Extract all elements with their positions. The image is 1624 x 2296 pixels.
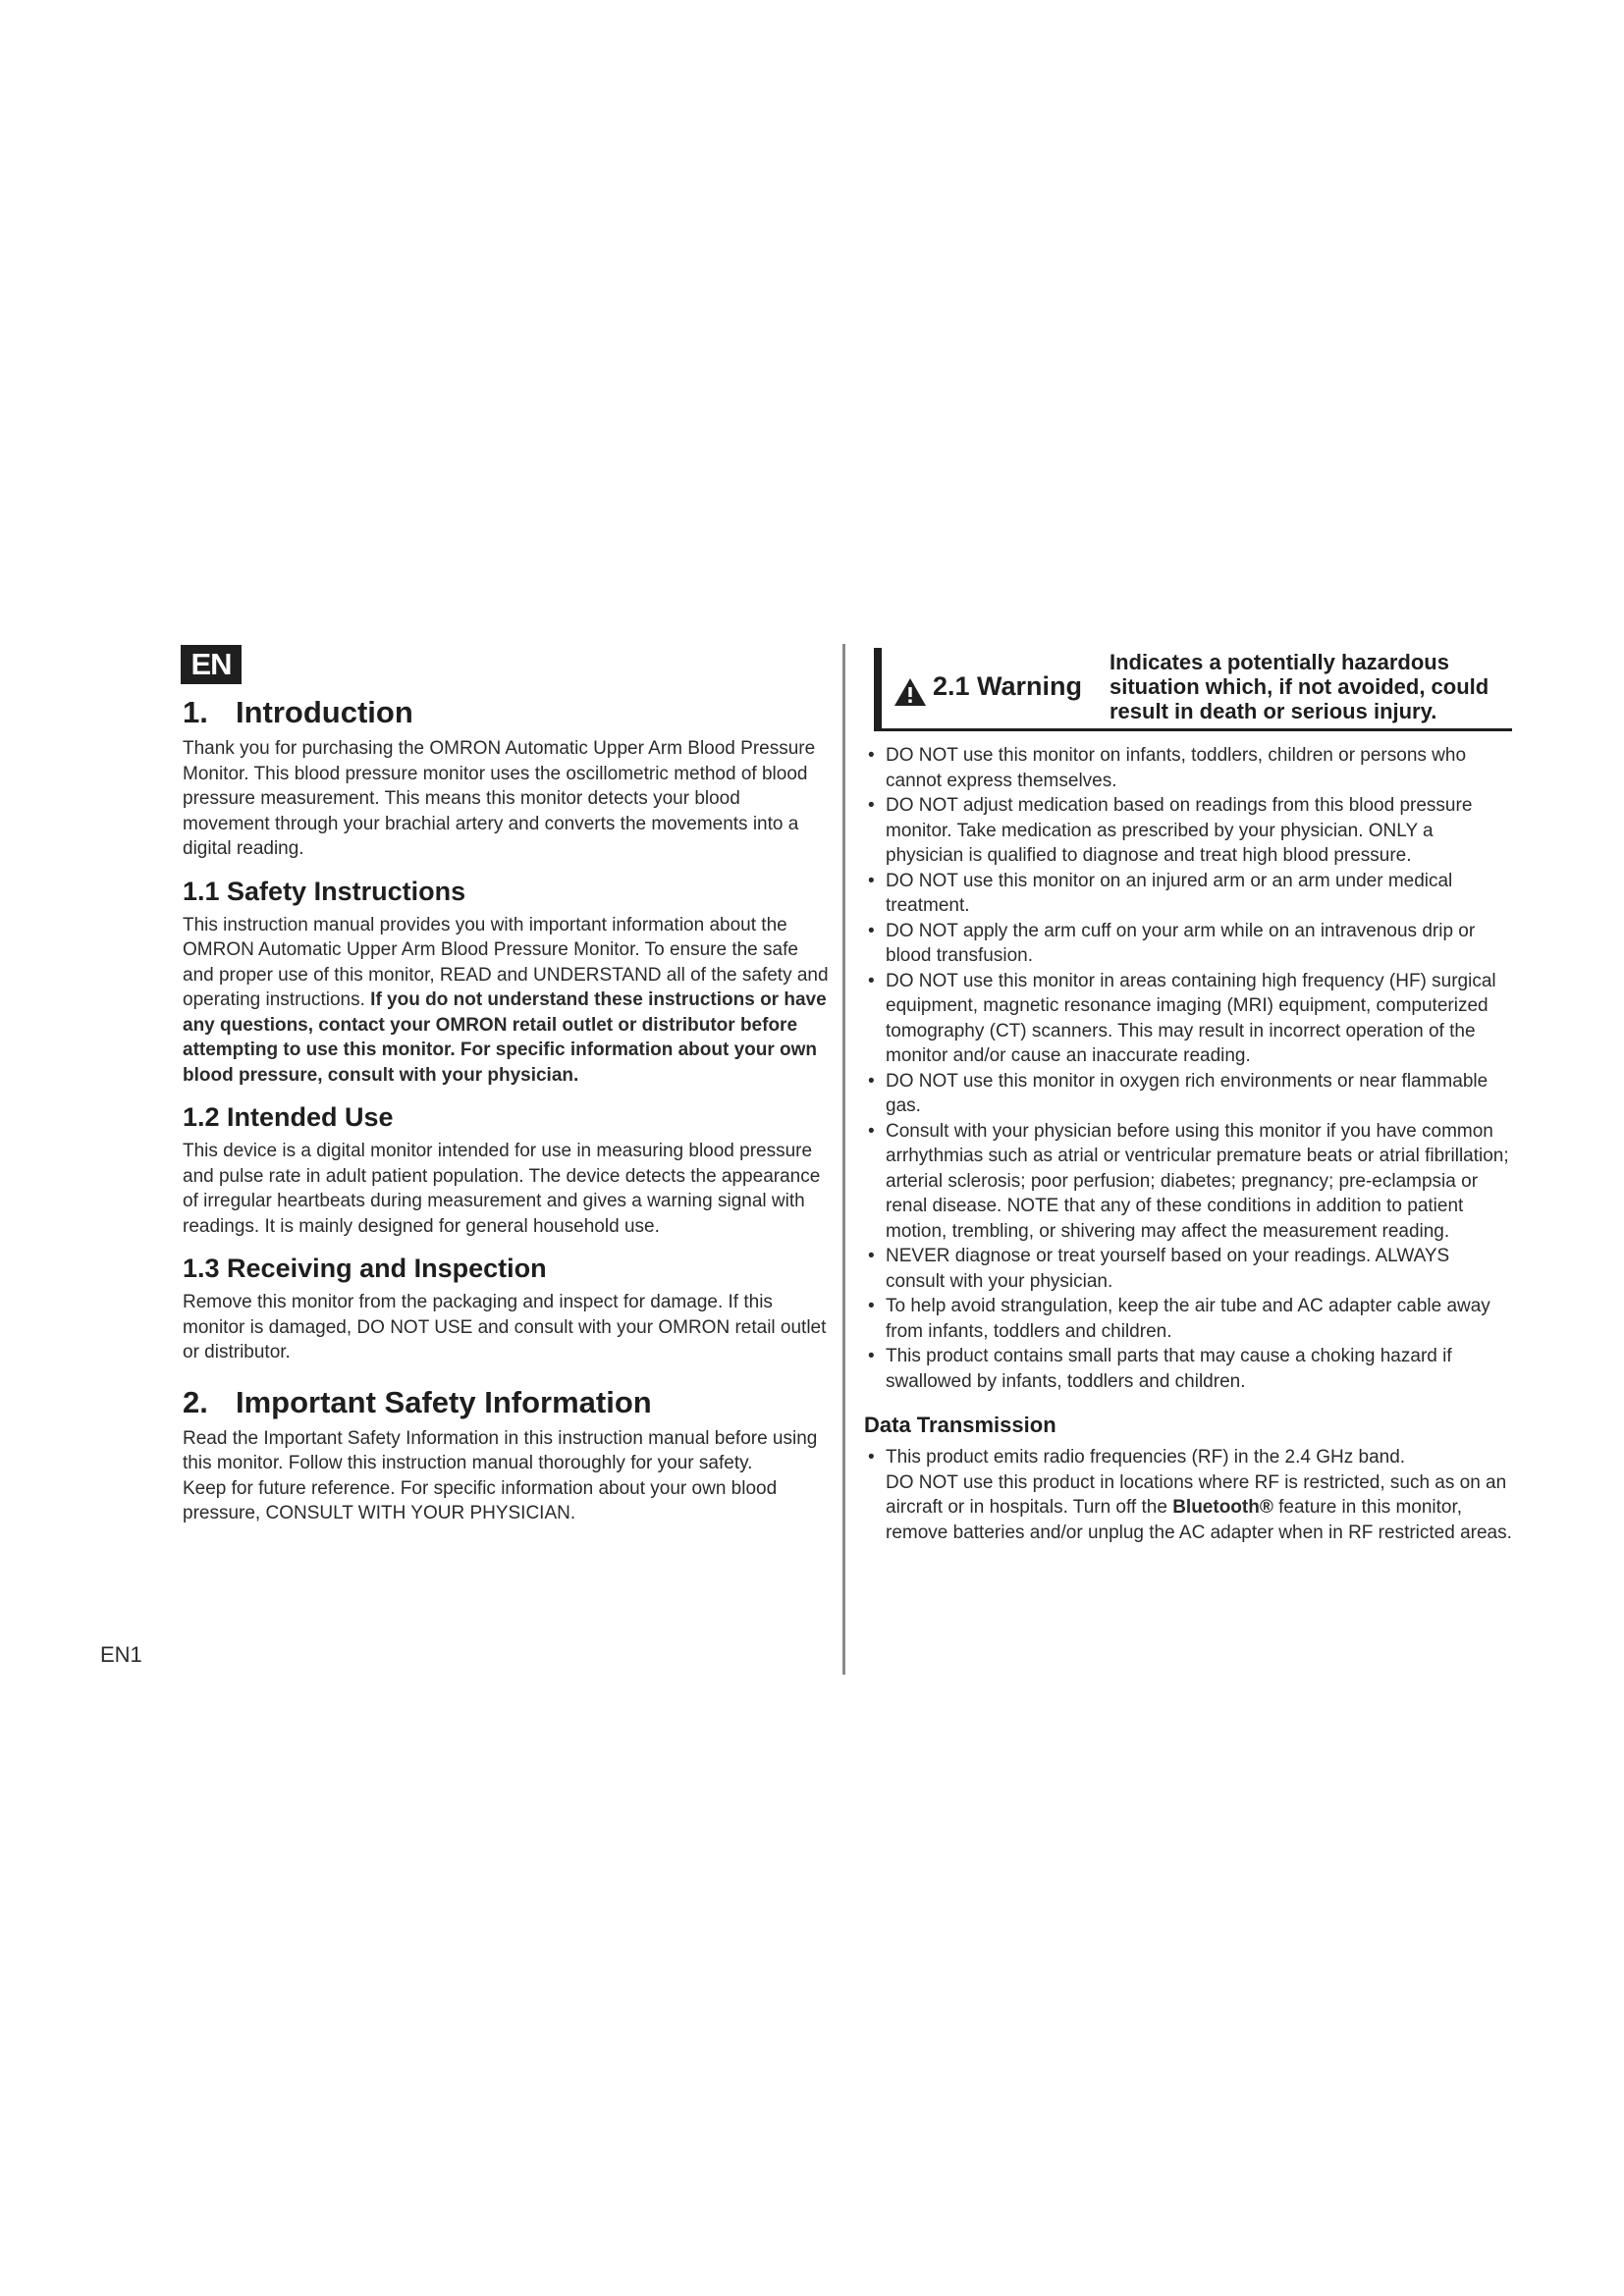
list-item: • DO NOT use this monitor in oxygen rich environments or near flammable gas.: [864, 1069, 1512, 1119]
safety-instructions-body: This instruction manual provides you with important information about the OMRON Automatic Upper Arm Blood Pressure Monitor. To ensure the safe and proper use of this monitor, READ and UNDERSTAND all of the safety and operating instructions.: [183, 914, 829, 1010]
warning-list: [864, 743, 1512, 1394]
warning-triangle-icon: [893, 677, 927, 707]
list-item: [864, 1445, 1512, 1545]
important-safety-text-2: Keep for future reference. For specific information about your own blood pressure, CONSULT WITH YOUR PHYSICIAN.: [183, 1477, 778, 1523]
list-item: • DO NOT apply the arm cuff on your arm while on an intravenous drip or blood transfusion.: [864, 919, 1512, 969]
warning-header: [874, 648, 1512, 731]
page-number: EN1: [100, 1642, 142, 1667]
list-item: • DO NOT use this monitor in areas containing high frequency (HF) surgical equipment, magnetic resonance imaging (MRI) equipment, computerized tomography (CT) scanners. This may result in incorrect operation of the monitor and/or cause an inaccurate reading.: [864, 969, 1512, 1069]
section-title: Introduction: [236, 695, 413, 729]
list-item: • DO NOT adjust medication based on readings from this blood pressure monitor. Take medication as prescribed by your physician. ONLY a physician is qualified to diagnose and treat high blood pressure.: [864, 793, 1512, 869]
intended-use-heading: 1.2 Intended Use: [183, 1102, 394, 1132]
safety-instructions-text: [183, 913, 831, 1089]
safety-instructions-bold: If you do not understand these instructions or have any questions, contact your OMRON retail outlet or distributor before attempting to use this monitor. For specific information about your own blood pressure, consult with your physician.: [183, 989, 827, 1086]
data-transmission-heading: Data Transmission: [864, 1413, 1056, 1437]
receiving-heading: 1.3 Receiving and Inspection: [183, 1254, 547, 1283]
column-divider: [842, 644, 845, 1675]
list-item: • To help avoid strangulation, keep the air tube and AC adapter cable away from infants, toddlers and children.: [864, 1294, 1512, 1344]
data-transmission-list: [864, 1445, 1512, 1545]
safety-instructions-heading: 1.1 Safety Instructions: [183, 876, 466, 906]
right-column: [864, 648, 1512, 1545]
warning-description: Indicates a potentially hazardous situation which, if not avoided, could result in death or serious injury.: [1110, 650, 1489, 723]
language-badge: EN: [181, 645, 242, 684]
introduction-heading: [183, 695, 831, 730]
warning-title: 2.1 Warning: [933, 671, 1083, 701]
list-item: • Consult with your physician before using this monitor if you have common arrhythmias such as atrial or ventricular premature beats or atrial fibrillation; arterial sclerosis; poor perfusion; diabetes; pregnancy; pre-eclampsia or renal disease. NOTE that any of these conditions in addition to patient motion, trembling, or shivering may affect the measurement reading.: [864, 1119, 1512, 1245]
rf-restriction-text-end: feature in this monitor, remove batteries and/or unplug the AC adapter when in RF restricted areas.: [886, 1497, 1512, 1543]
left-column: [183, 695, 831, 1526]
bluetooth-mark: Bluetooth®: [1172, 1497, 1273, 1518]
intended-use-text: This device is a digital monitor intended for use in measuring blood pressure and pulse rate in adult patient population. The device detects the appearance of irregular heartbeats during measurement and gives a warning signal with readings. It is mainly designed for general household use.: [183, 1141, 821, 1237]
rf-restriction-text: DO NOT use this product in locations where RF is restricted, such as on an aircraft or in hospitals. Turn off the: [886, 1471, 1507, 1518]
receiving-text: Remove this monitor from the packaging and inspect for damage. If this monitor is damaged, DO NOT USE and consult with your OMRON retail outlet or distributor.: [183, 1292, 827, 1362]
important-safety-heading: [183, 1385, 831, 1420]
list-item: • This product contains small parts that may cause a choking hazard if swallowed by infants, toddlers and children.: [864, 1344, 1512, 1394]
section-number: 1.: [183, 695, 208, 729]
section-number: 2.: [183, 1384, 208, 1419]
list-item: • DO NOT use this monitor on infants, toddlers, children or persons who cannot express themselves.: [864, 743, 1512, 793]
important-safety-text-1: Read the Important Safety Information in this instruction manual before using this monitor. Follow this instruction manual thoroughly for your safety.: [183, 1427, 818, 1473]
introduction-text: Thank you for purchasing the OMRON Automatic Upper Arm Blood Pressure Monitor. This blood pressure monitor uses the oscillometric method of blood pressure measurement. This means this monitor detects your blood movement through your brachial artery and converts the movements into a digital reading.: [183, 738, 816, 859]
section-title: Important Safety Information: [236, 1384, 652, 1419]
list-item: • DO NOT use this monitor on an injured arm or an arm under medical treatment.: [864, 869, 1512, 919]
list-item: • NEVER diagnose or treat yourself based on your readings. ALWAYS consult with your physician.: [864, 1244, 1512, 1294]
rf-band-text: This product emits radio frequencies (RF) in the 2.4 GHz band.: [886, 1447, 1406, 1468]
